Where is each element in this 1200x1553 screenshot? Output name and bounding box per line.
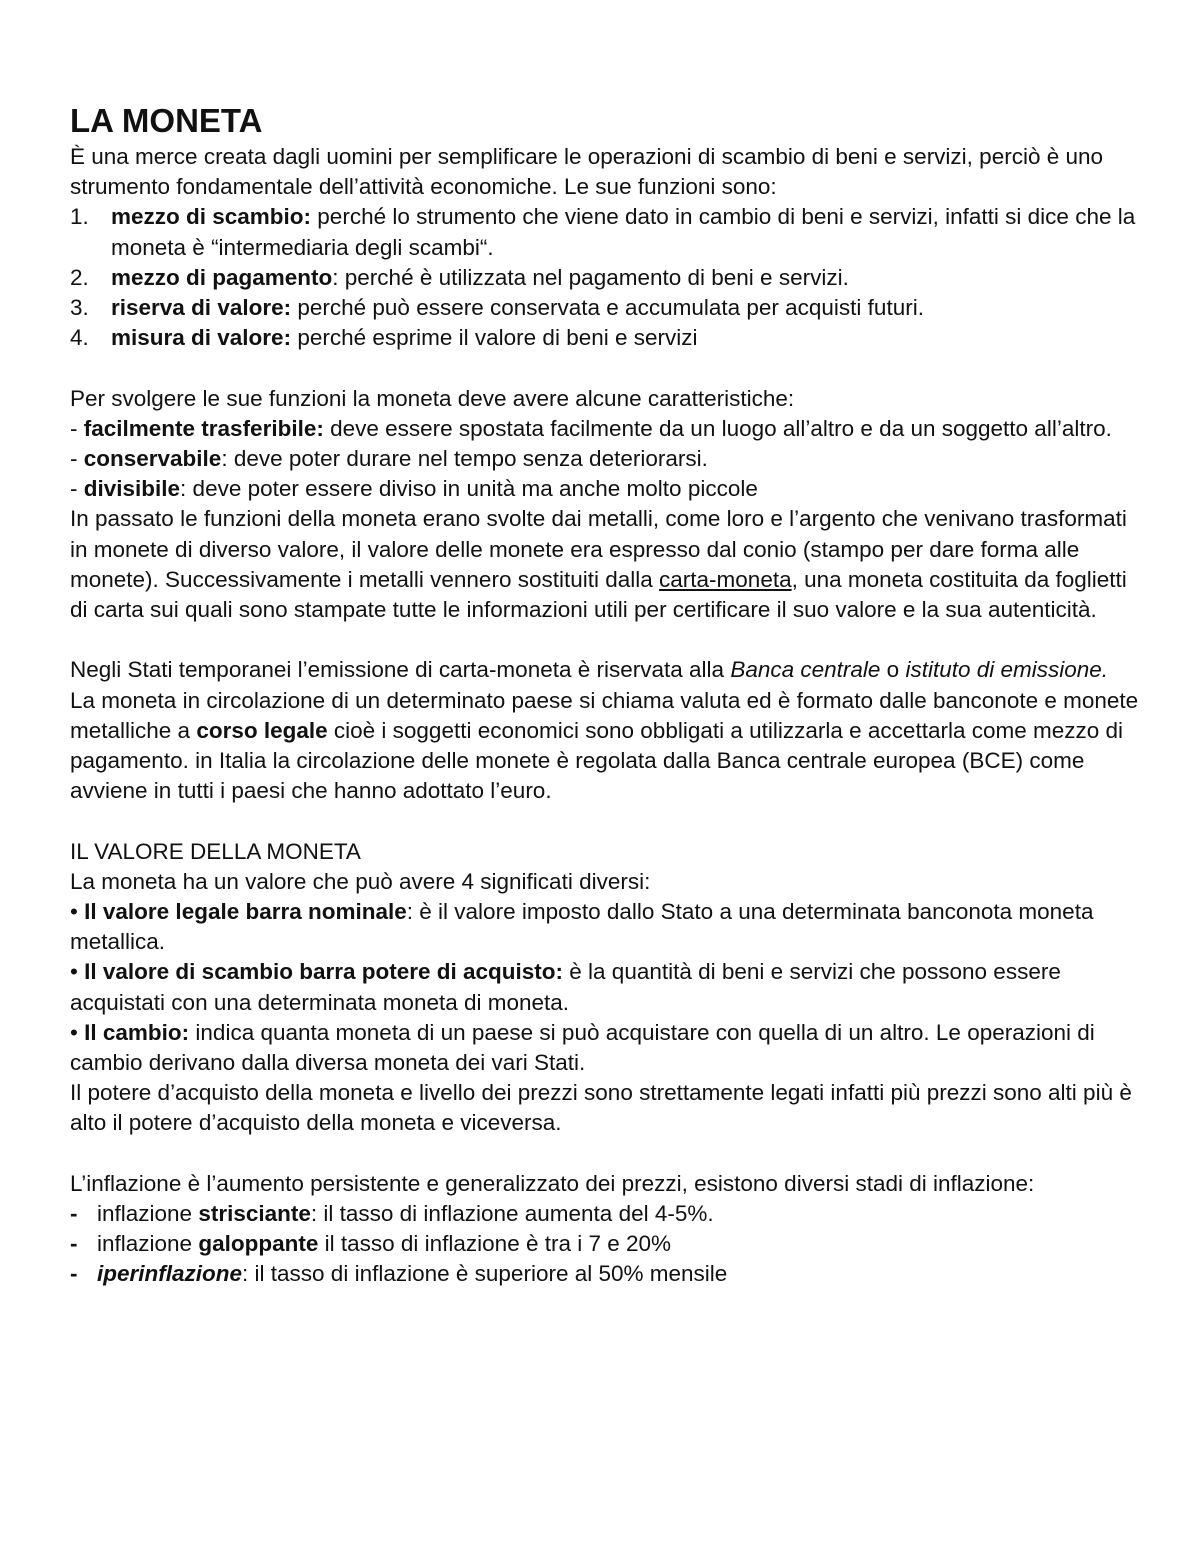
corso-legale-term: corso legale xyxy=(196,717,328,743)
inflation-term: galoppante xyxy=(198,1231,319,1257)
history-paragraph xyxy=(70,504,1140,625)
list-item xyxy=(70,263,1140,293)
function-term: mezzo di scambio: xyxy=(111,204,312,230)
list-item xyxy=(70,1259,1140,1289)
value-item xyxy=(70,957,1140,1017)
inflation-text: il tasso di inflazione è tra i 7 e 20% xyxy=(318,1231,672,1257)
value-text: : è il valore imposto dallo Stato a una determinata banconota moneta metallica. xyxy=(70,899,1094,955)
characteristic-text: : deve poter essere diviso in unità ma anche molto piccole xyxy=(180,476,758,502)
characteristics-intro: Per svolgere le sue funzioni la moneta deve avere alcune caratteristiche: xyxy=(70,385,795,411)
currency-paragraph xyxy=(70,686,1140,807)
currency-text: La moneta in circolazione di un determinato paese si chiama valuta ed è formato dalle banconote e monete metalliche a xyxy=(70,687,1139,743)
inflation-term: iperinflazione xyxy=(97,1261,243,1287)
list-item xyxy=(70,293,1140,323)
characteristic-text: : deve poter durare nel tempo senza deteriorarsi. xyxy=(221,446,708,472)
function-term: misura di valore: xyxy=(111,325,292,351)
purchasing-power-paragraph: Il potere d’acquisto della moneta e livello dei prezzi sono strettamente legati infatti più prezzi sono alti più è alto il potere d’acquisto della moneta e viceversa. xyxy=(70,1080,1132,1136)
history-text: In passato le funzioni della moneta erano svolte dai metalli, come loro e l’argento che venivano trasformati in monete di diverso valore, il valore delle monete era espresso dal conio (stampo per dare forma alle monete). Successivamente i metalli vennero sostituiti dalla xyxy=(70,506,1127,592)
carta-moneta-term: carta-moneta xyxy=(659,566,792,592)
list-number: 4. xyxy=(70,325,89,351)
value-item xyxy=(70,1018,1140,1078)
value-text: indica quanta moneta di un paese si può acquistare con quella di un altro. Le operazioni di cambio derivano dalla diversa moneta dei vari Stati. xyxy=(70,1019,1095,1076)
states-text: Negli Stati temporanei l’emissione di carta-moneta è riservata alla xyxy=(70,657,731,683)
function-text: perché esprime il valore di beni e servizi xyxy=(291,325,698,351)
banca-centrale-term: Banca centrale xyxy=(730,657,881,683)
characteristic-term: conservabile xyxy=(83,446,222,472)
characteristic-item xyxy=(70,474,1140,504)
states-text: o xyxy=(880,657,906,683)
inflation-prefix: inflazione xyxy=(97,1201,199,1227)
value-term: Il valore legale barra nominale xyxy=(84,899,407,925)
dash-marker: - xyxy=(70,1201,78,1227)
bullet-marker: • xyxy=(70,1019,85,1045)
functions-list xyxy=(70,202,1140,353)
value-term: Il valore di scambio barra potere di acquisto: xyxy=(84,959,564,985)
inflation-text: : il tasso di inflazione è superiore al 50% mensile xyxy=(242,1261,728,1287)
document-page xyxy=(70,100,1140,1290)
dash-marker: - xyxy=(70,415,84,441)
history-text: , una moneta costituita da foglietti di carta sui quali sono stampate tutte le informazioni utili per certificare il suo valore e la sua autenticità. xyxy=(70,566,1127,623)
list-item xyxy=(70,202,1140,262)
dash-marker: - xyxy=(70,446,84,472)
paragraph-spacer xyxy=(70,353,1140,383)
inflation-list xyxy=(70,1199,1140,1290)
bullet-marker: • xyxy=(70,959,85,985)
inflation-text: : il tasso di inflazione aumenta del 4-5%. xyxy=(310,1201,714,1227)
value-intro: La moneta ha un valore che può avere 4 significati diversi: xyxy=(70,868,651,894)
list-number: 1. xyxy=(70,204,89,230)
dash-marker: - xyxy=(70,1231,78,1257)
inflation-prefix: inflazione xyxy=(97,1231,199,1257)
paragraph-spacer xyxy=(70,1139,1140,1169)
function-term: mezzo di pagamento xyxy=(111,264,333,290)
inflation-term: strisciante xyxy=(198,1201,311,1227)
list-number: 2. xyxy=(70,264,89,290)
dash-marker: - xyxy=(70,1261,78,1287)
value-item xyxy=(70,897,1140,957)
states-paragraph xyxy=(70,655,1140,685)
paragraph-spacer xyxy=(70,806,1140,836)
characteristic-item xyxy=(70,414,1140,444)
intro-paragraph: È una merce creata dagli uomini per semplificare le operazioni di scambio di beni e servizi, perciò è uno strumento fondamentale dell’attività economiche. Le sue funzioni sono: xyxy=(70,144,1104,200)
value-term: Il cambio: xyxy=(84,1019,190,1045)
currency-text: cioè i soggetti economici sono obbligati a utilizzarla e accettarla come mezzo di pagamento. in Italia la circolazione delle monete è regolata dalla Banca centrale europea (BCE) come avviene in tutti i paesi che hanno adottato l’euro. xyxy=(70,717,1124,804)
paragraph-spacer xyxy=(70,625,1140,655)
list-number: 3. xyxy=(70,295,89,321)
istituto-emissione-term: istituto di emissione. xyxy=(905,657,1109,683)
characteristic-term: divisibile xyxy=(83,476,181,502)
list-item xyxy=(70,1229,1140,1259)
function-text: : perché è utilizzata nel pagamento di beni e servizi. xyxy=(332,264,849,290)
characteristic-text: deve essere spostata facilmente da un luogo all’altro e da un soggetto all’altro. xyxy=(323,415,1112,441)
page-title: LA MONETA xyxy=(70,102,263,139)
characteristic-term: facilmente trasferibile: xyxy=(83,415,324,441)
inflation-intro: L’inflazione è l’aumento persistente e generalizzato dei prezzi, esistono diversi stadi di inflazione: xyxy=(70,1170,1035,1196)
list-item xyxy=(70,323,1140,353)
list-item xyxy=(70,1199,1140,1229)
function-term: riserva di valore: xyxy=(111,295,292,321)
dash-marker: - xyxy=(70,476,84,502)
bullet-marker: • xyxy=(70,899,85,925)
function-text: perché può essere conservata e accumulata per acquisti futuri. xyxy=(291,295,924,321)
value-text: è la quantità di beni e servizi che possono essere acquistati con una determinata moneta di moneta. xyxy=(70,959,1061,1015)
function-text: perché lo strumento che viene dato in cambio di beni e servizi, infatti si dice che la moneta è “intermediaria degli scambi“. xyxy=(111,204,1136,260)
characteristic-item xyxy=(70,444,1140,474)
section-heading: IL VALORE DELLA MONETA xyxy=(70,838,361,864)
